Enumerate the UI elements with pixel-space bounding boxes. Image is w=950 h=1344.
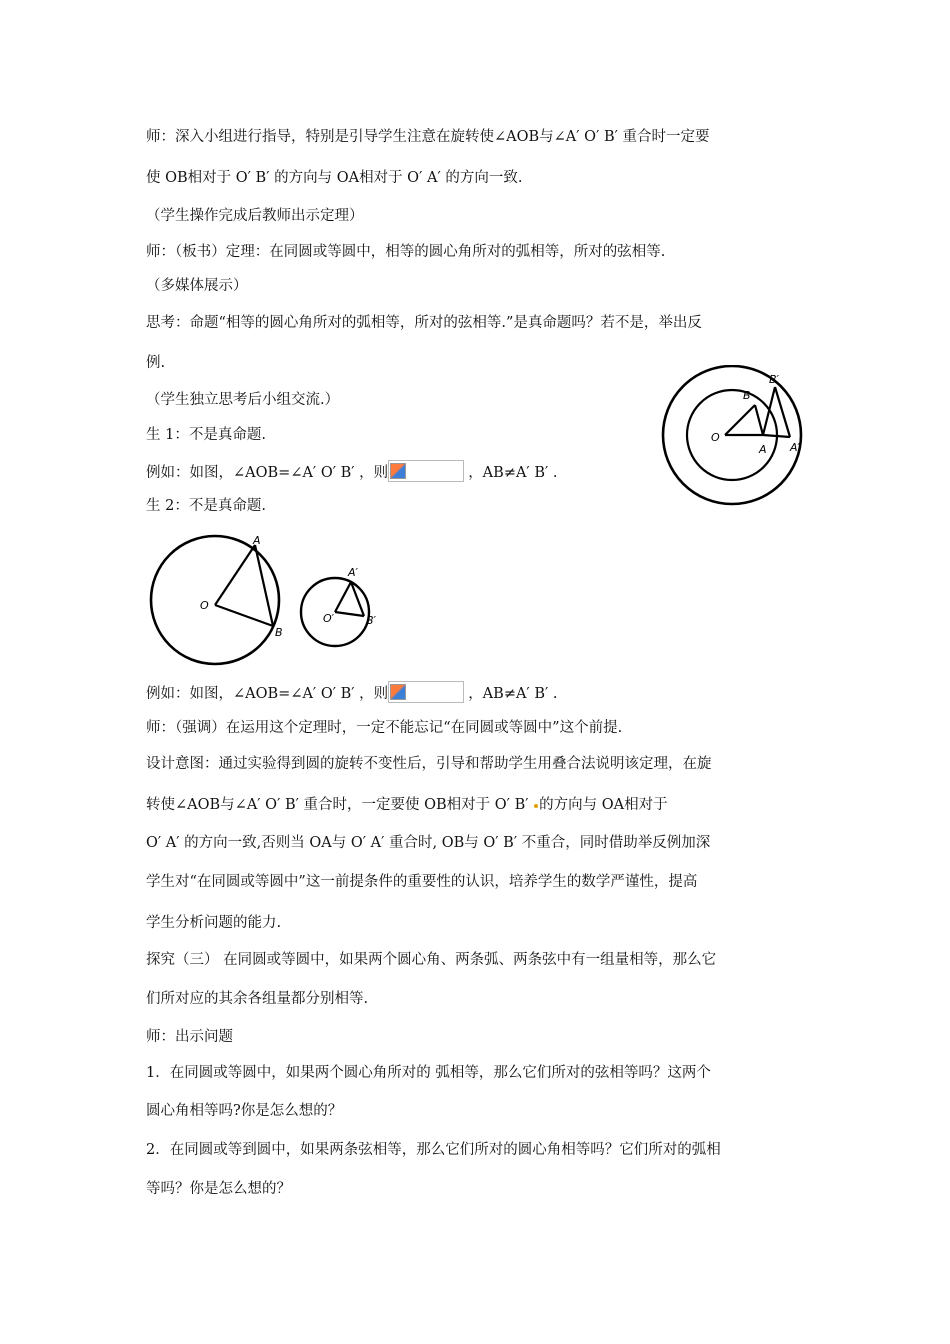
text-line-9: 生 1：不是真命题.: [146, 427, 266, 443]
label-A-prime: A′: [348, 566, 359, 579]
example-2-prefix: 例如：如图，∠AOB=∠A′ O′ B′ ，则: [146, 686, 389, 702]
text-line-1: 师：深入小组进行指导，特别是引导学生注意在旋转使∠AOB与∠A′ O′ B′ 重合时一定要: [146, 129, 710, 145]
text-line-13: 师：（强调）在运用这个定理时，一定不能忘记“在同圆或等圆中”这个前提.: [146, 720, 623, 736]
marker-dot-icon: [534, 804, 538, 808]
label-B-prime: B′: [366, 614, 377, 627]
text-line-22: 1．在同圆或等圆中，如果两个圆心角所对的 弧相等，那么它们所对的弦相等吗？这两个: [146, 1065, 711, 1081]
text-line-20: 们所对应的其余各组量都分别相等.: [146, 991, 369, 1007]
label-B: B: [743, 389, 751, 402]
label-A: A: [253, 534, 261, 547]
text-line-8: （学生独立思考后小组交流.）: [146, 392, 340, 408]
example-line-1: [146, 460, 558, 483]
example-2-suffix: ，AB≠A′ B′ .: [468, 686, 558, 702]
text-line-15: [146, 795, 668, 815]
text-line-17: 学生对“在同圆或等圆中”这一前提条件的重要性的认识，培养学生的数学严谨性，提高: [146, 874, 698, 890]
text-line-23: 圆心角相等吗?你是怎么想的？: [146, 1103, 343, 1119]
text-line-18: 学生分析问题的能力.: [146, 915, 282, 931]
text-line-21: 师：出示问题: [146, 1029, 233, 1045]
concentric-circles-figure: [655, 365, 815, 515]
text-line-3: （学生操作完成后教师出示定理）: [146, 208, 364, 224]
label-O-prime: O′: [323, 612, 335, 625]
label-A-prime: A′: [790, 441, 801, 454]
text-line-14: 设计意图：通过实验得到圆的旋转不变性后，引导和帮助学生用叠合法说明该定理，在旋: [146, 756, 712, 772]
label-O: O: [200, 599, 209, 612]
text-line-16: O′ A′ 的方向一致,否则当 OA与 O′ A′ 重合时, OB与 O′ B′ 不重合，同时借助举反例加深: [146, 835, 711, 851]
example-line-2: [146, 681, 558, 704]
text-line-4: 师：（板书）定理：在同圆或等圆中，相等的圆心角所对的弧相等，所对的弦相等.: [146, 244, 666, 260]
broken-image-icon: [388, 460, 464, 482]
text-line-24: 2．在同圆或等到圆中，如果两条弦相等，那么它们所对的圆心角相等吗？它们所对的弧相: [146, 1142, 721, 1158]
text-line-6: 思考：命题“相等的圆心角所对的弧相等，所对的弦相等.”是真命题吗？若不是，举出反: [146, 315, 702, 331]
label-O: O: [711, 431, 720, 444]
example-1-prefix: 例如：如图，∠AOB=∠A′ O′ B′ ，则: [146, 465, 389, 481]
example-1-suffix: ，AB≠A′ B′ .: [468, 465, 558, 481]
text-line-25: 等吗？你是怎么想的？: [146, 1181, 291, 1197]
text-line-15-prefix: 转使∠AOB与∠A′ O′ B′ 重合时，一定要使 OB相对于 O′ B′: [146, 797, 534, 813]
text-line-2: 使 OB相对于 O′ B′ 的方向与 OA相对于 O′ A′ 的方向一致.: [146, 170, 523, 186]
text-line-11: 生 2：不是真命题.: [146, 498, 266, 514]
text-line-19: 探究（三） 在同圆或等圆中，如果两个圆心角、两条弧、两条弦中有一组量相等，那么它: [146, 952, 717, 968]
text-line-7: 例.: [146, 355, 166, 371]
broken-image-icon: [388, 681, 464, 703]
label-B-prime: B′: [769, 373, 780, 386]
label-B: B: [275, 626, 283, 639]
two-circles-figure: [145, 530, 395, 670]
text-line-5: （多媒体展示）: [146, 278, 248, 294]
text-line-15-suffix: 的方向与 OA相对于: [539, 797, 668, 813]
label-A: A: [759, 443, 767, 456]
